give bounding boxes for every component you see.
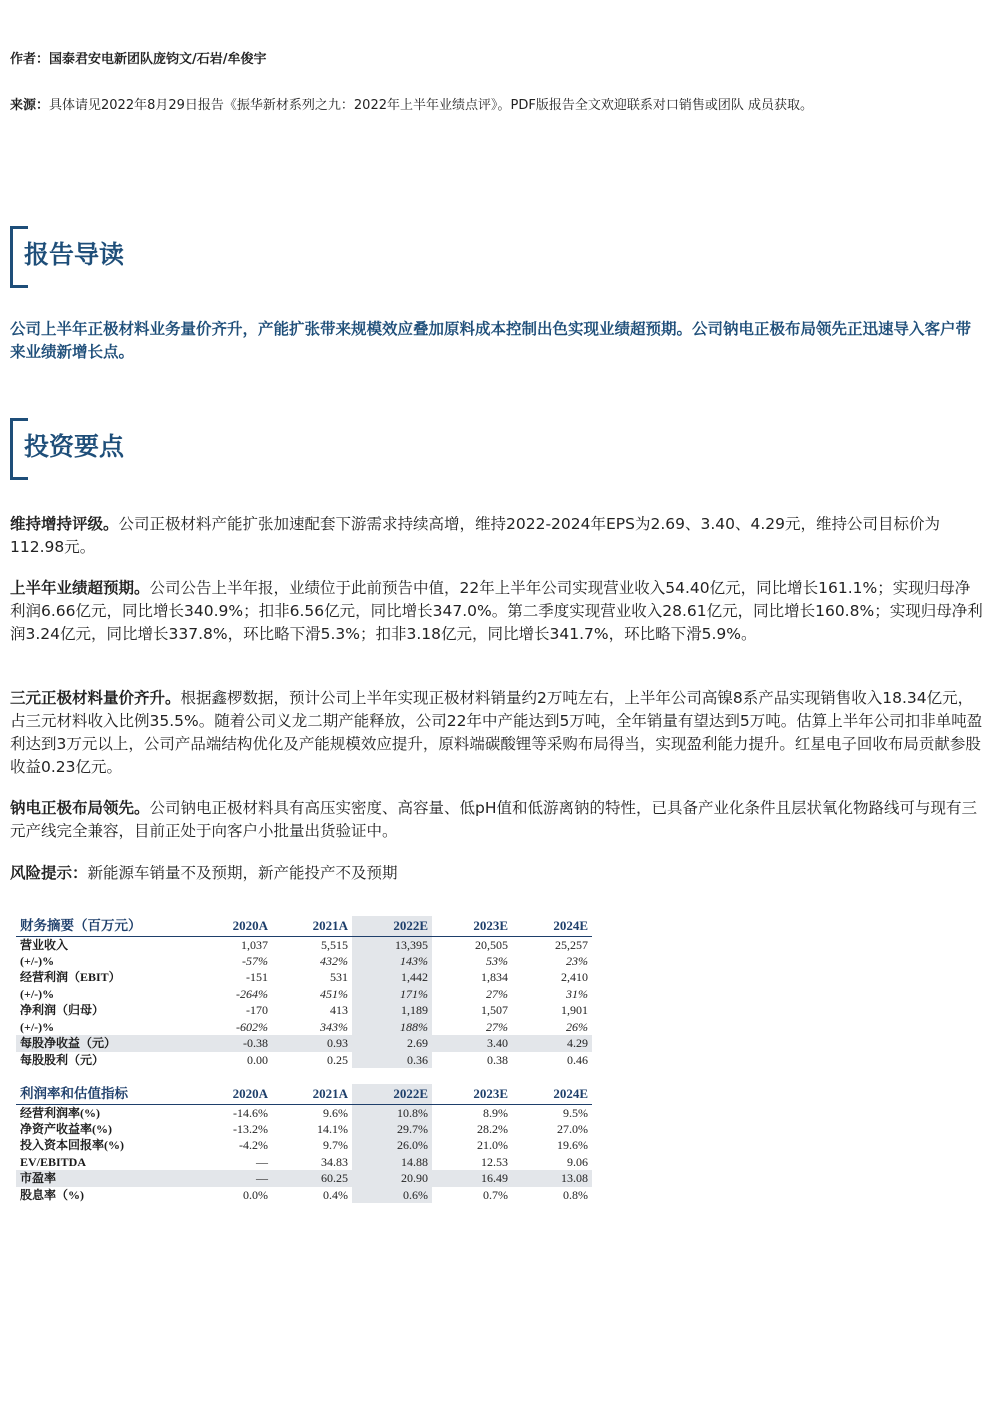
table-cell: 1,189	[352, 1002, 432, 1019]
table-cell: -0.38	[192, 1035, 272, 1052]
table-cell: 20.90	[352, 1170, 432, 1187]
table-cell: 143%	[352, 953, 432, 970]
table-cell: 20,505	[475, 937, 508, 952]
table-cell: 0.8%	[563, 1187, 588, 1202]
table-cell: 27%	[486, 986, 508, 1001]
author-label: 作者：	[10, 52, 50, 67]
table-header-row	[16, 916, 592, 936]
table-cell: 13,395	[352, 936, 432, 953]
table-cell: 2,410	[561, 970, 588, 985]
table-cell: 53%	[486, 953, 508, 968]
risk-body: 新能源车销量不及预期，新产能投产不及预期	[87, 864, 398, 882]
row-label: 每股股利（元）	[20, 1052, 105, 1067]
column-header: 2020A	[192, 916, 272, 936]
lead-summary: 公司上半年正极材料业务量价齐升，产能扩张带来规模效应叠加原料成本控制出色实现业绩超预期。公司钠电正极布局领先正迅速导入客户带来业绩新增长点。	[10, 320, 972, 361]
point-body: 公司钠电正极材料具有高压实密度、高容量、低pH值和低游离钠的特性，已具备产业化条件且层状氧化物路线可与现有三元产线完全兼容，目前正处于向客户小批量出货验证中。	[10, 799, 978, 840]
table-row	[16, 1137, 592, 1154]
section-title: 报告导读	[24, 240, 125, 269]
table-cell: 0.0%	[243, 1187, 268, 1202]
section-header-investment-points	[10, 418, 310, 480]
table-cell: 171%	[352, 986, 432, 1003]
row-label: 市盈率	[16, 1170, 192, 1187]
source-label: 来源：	[10, 98, 50, 113]
table-cell: 19.6%	[557, 1138, 588, 1153]
table-cell: 8.9%	[483, 1105, 508, 1120]
table-cell: 4.29	[512, 1035, 592, 1052]
table-cell: 29.7%	[352, 1121, 432, 1138]
table-cell: 26.0%	[352, 1137, 432, 1154]
point-paragraph	[10, 687, 984, 779]
table-cell: 9.7%	[323, 1138, 348, 1153]
table-cell: 0.25	[327, 1052, 348, 1067]
table-cell: 14.88	[352, 1154, 432, 1171]
row-label: 投入资本回报率(%)	[20, 1138, 124, 1153]
table-cell: -264%	[236, 986, 268, 1001]
table-cell: -14.6%	[233, 1105, 268, 1120]
column-header: 2020A	[192, 1084, 272, 1104]
table-row	[16, 986, 592, 1003]
table-cell: 451%	[320, 986, 348, 1001]
point-heading: 三元正极材料量价齐升。	[10, 689, 181, 707]
financial-tables-image	[16, 912, 592, 1202]
table-row	[16, 1170, 592, 1187]
table-cell: 9.06	[567, 1154, 588, 1169]
table-row	[16, 1121, 592, 1138]
table-cell: 1,901	[561, 1003, 588, 1018]
risk-paragraph	[10, 862, 984, 885]
column-header: 2022E	[352, 1084, 432, 1104]
table-row	[16, 936, 592, 953]
table-cell: 25,257	[555, 937, 588, 952]
table-cell: 26%	[566, 1019, 588, 1034]
author-line	[10, 50, 267, 70]
table-cell: 9.5%	[563, 1105, 588, 1120]
table-cell: 14.1%	[317, 1121, 348, 1136]
column-header: 2023E	[432, 916, 512, 936]
table-title: 利润率和估值指标	[16, 1084, 192, 1104]
table-cell: -170	[246, 1003, 268, 1018]
table-row	[16, 953, 592, 970]
table-cell: 28.2%	[477, 1121, 508, 1136]
table-header-row	[16, 1084, 592, 1104]
table-row	[16, 1154, 592, 1171]
point-heading: 维持增持评级。	[10, 515, 119, 533]
table-cell: 12.53	[481, 1154, 508, 1169]
point-body: 根据鑫椤数据，预计公司上半年实现正极材料销量约2万吨左右，上半年公司高镍8系产品实现销售收入18.34亿元，占三元材料收入比例35.5%。随着公司义龙二期产能释放，公司22年中产能达到5万吨，全年销量有望达到5万吨。估算上半年公司扣非单吨盈利达到3万元以上，公司产品端结构优化及产能规模效应提升，原料端碳酸锂等采购布局得当，实现盈利能力提升。红星电子回收布局贡献参股收益0.23亿元。	[10, 689, 983, 776]
row-label: 经营利润率(%)	[20, 1105, 100, 1120]
table-cell: 1,037	[241, 937, 268, 952]
column-header: 2023E	[432, 1084, 512, 1104]
table-cell: 0.93	[272, 1035, 352, 1052]
point-body: 公司公告上半年报，业绩位于此前预告中值，22年上半年公司实现营业收入54.40亿元，同比增长161.1%；实现归母净利润6.66亿元，同比增长340.9%；扣非6.56亿元，同比增长347.0%。第二季度实现营业收入28.61亿元，同比增长160.8%；实现归母净利润3.24亿元，同比增长337.8%，环比略下滑5.3%；扣非3.18亿元，同比增长341.7%，环比略下滑5.9%。	[10, 579, 983, 643]
point-body: 公司正极材料产能扩张加速配套下游需求持续高增，维持2022-2024年EPS为2.69、3.40、4.29元，维持公司目标价为112.98元。	[10, 515, 941, 556]
table-cell: 0.6%	[352, 1187, 432, 1204]
column-header: 2024E	[512, 1084, 592, 1104]
point-heading: 钠电正极布局领先。	[10, 799, 150, 817]
table-cell: 0.7%	[483, 1187, 508, 1202]
table-cell: 34.83	[321, 1154, 348, 1169]
table-row	[16, 1187, 592, 1204]
section-header-report-guide	[10, 226, 310, 288]
column-header: 2022E	[352, 916, 432, 936]
table-cell: 0.38	[487, 1052, 508, 1067]
point-paragraph	[10, 577, 984, 646]
table-cell: 16.49	[432, 1170, 512, 1187]
row-label: 净利润（归母）	[20, 1003, 105, 1018]
point-paragraph	[10, 797, 984, 843]
table-cell: 0.46	[567, 1052, 588, 1067]
table-cell: 9.6%	[323, 1105, 348, 1120]
table-cell: 531	[330, 970, 348, 985]
source-line	[10, 96, 982, 116]
row-label: 营业收入	[20, 937, 69, 952]
table-cell: 21.0%	[477, 1138, 508, 1153]
section-title: 投资要点	[24, 432, 125, 461]
table-row	[16, 1035, 592, 1052]
table-cell: 0.00	[247, 1052, 268, 1067]
source-value: 具体请见2022年8月29日报告《振华新材系列之九：2022年上半年业绩点评》。PDF版报告全文欢迎联系对口销售或团队 成员获取。	[49, 98, 813, 113]
table-cell: —	[192, 1170, 272, 1187]
table-row	[16, 1104, 592, 1121]
table-cell: -602%	[236, 1019, 268, 1034]
financial-summary-table	[16, 916, 592, 1068]
table-cell: 10.8%	[352, 1104, 432, 1121]
table-cell: -13.2%	[233, 1121, 268, 1136]
profitability-valuation-table	[16, 1084, 592, 1203]
table-cell: 1,507	[481, 1003, 508, 1018]
table-cell: 23%	[566, 953, 588, 968]
table-cell: 60.25	[272, 1170, 352, 1187]
table-cell: 0.36	[352, 1052, 432, 1069]
table-cell: 0.4%	[323, 1187, 348, 1202]
table-cell: 5,515	[321, 937, 348, 952]
table-cell: -57%	[242, 953, 268, 968]
table-cell: 343%	[320, 1019, 348, 1034]
table-cell: 432%	[320, 953, 348, 968]
table-row	[16, 969, 592, 986]
table-cell: -4.2%	[239, 1138, 268, 1153]
author-value: 国泰君安电新团队庞钧文/石岩/牟俊宇	[49, 52, 267, 67]
row-label: (+/-)%	[20, 1019, 55, 1034]
table-cell: —	[256, 1154, 268, 1169]
table-row	[16, 1002, 592, 1019]
table-cell: 27.0%	[557, 1121, 588, 1136]
table-cell: 3.40	[432, 1035, 512, 1052]
table-cell: -151	[246, 970, 268, 985]
column-header: 2021A	[272, 916, 352, 936]
row-label: (+/-)%	[20, 953, 55, 968]
column-header: 2021A	[272, 1084, 352, 1104]
table-cell: 188%	[352, 1019, 432, 1036]
row-label: 每股净收益（元）	[16, 1035, 192, 1052]
point-paragraph	[10, 513, 984, 559]
table-row	[16, 1052, 592, 1069]
table-cell: 1,834	[481, 970, 508, 985]
row-label: (+/-)%	[20, 986, 55, 1001]
point-heading: 上半年业绩超预期。	[10, 579, 150, 597]
row-label: 经营利润（EBIT）	[20, 970, 121, 985]
risk-heading: 风险提示：	[10, 864, 88, 882]
row-label: 股息率（%)	[20, 1187, 84, 1202]
column-header: 2024E	[512, 916, 592, 936]
row-label: EV/EBITDA	[20, 1154, 87, 1169]
table-cell: 413	[330, 1003, 348, 1018]
table-cell: 13.08	[512, 1170, 592, 1187]
table-row	[16, 1019, 592, 1036]
table-cell: 2.69	[352, 1035, 432, 1052]
row-label: 净资产收益率(%)	[20, 1121, 112, 1136]
table-cell: 27%	[486, 1019, 508, 1034]
table-cell: 1,442	[352, 969, 432, 986]
table-title: 财务摘要（百万元）	[16, 916, 192, 936]
table-cell: 31%	[566, 986, 588, 1001]
